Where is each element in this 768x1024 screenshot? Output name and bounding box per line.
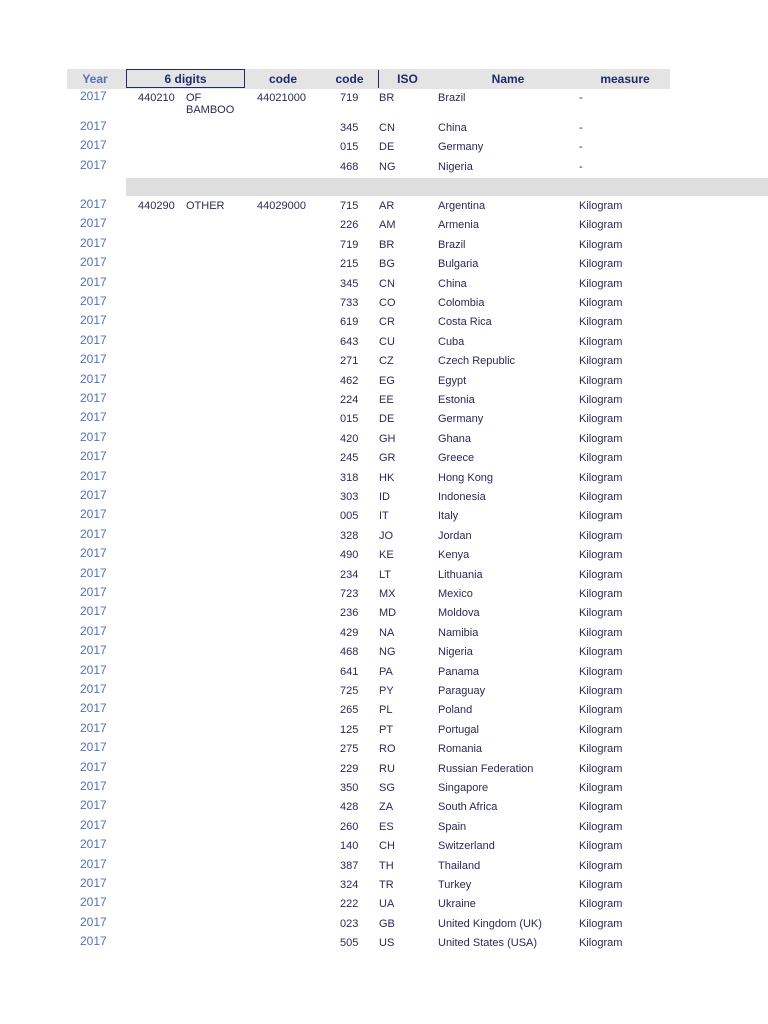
cell-iso: AR [379,200,395,212]
cell-name: Greece [438,452,475,465]
cell-measure: Kilogram [579,374,623,387]
cell-year: 2017 [80,158,107,172]
cell-iso: MD [379,607,397,620]
cell-name: China [438,122,467,134]
cell-measure: Kilogram [579,607,623,620]
table-row [0,391,768,410]
cell-name: Mexico [438,588,473,600]
cell-name: Jordan [438,529,472,542]
cell-iso: BG [379,258,395,271]
cell-year: 2017 [80,197,107,211]
cell-iso: CZ [379,355,394,368]
cell-code3: 719 [340,238,359,251]
cell-measure: Kilogram [579,704,623,717]
table-row [0,566,768,585]
cell-year: 2017 [80,565,107,580]
cell-iso: PT [379,723,394,736]
cell-year: 2017 [80,740,107,755]
cell-measure: Kilogram [579,840,623,853]
cell-iso: AM [379,219,396,232]
table-row [0,643,768,662]
cell-name: Ghana [438,432,472,445]
cell-year: 2017 [80,817,107,832]
cell-code3: 468 [340,646,359,659]
cell-name: Portugal [438,723,479,736]
table-row [0,915,768,934]
table-row [0,216,768,235]
cell-code3: 023 [340,917,359,930]
cell-name: Estonia [438,394,475,406]
cell-code3: 236 [340,607,359,620]
cell-iso: HK [379,471,395,484]
cell-year: 2017 [80,798,107,813]
table-row [0,469,768,488]
cell-name: Hong Kong [438,471,494,484]
cell-year: 2017 [80,119,107,133]
cell-code3: 715 [340,200,359,212]
cell-year: 2017 [80,914,107,929]
cell-name: Nigeria [438,646,473,659]
cell-measure: Kilogram [579,471,623,484]
cell-code3: 275 [340,743,359,756]
cell-name: Ukraine [438,898,476,911]
cell-year: 2017 [80,934,107,949]
cell-code3: 260 [340,820,359,833]
cell-name: Armenia [438,219,479,232]
cell-year: 2017 [80,720,107,735]
cell-description [186,92,234,116]
cell-hs6: 440210 [138,92,175,104]
cell-code3: 125 [340,723,359,736]
cell-name: Brazil [438,92,466,104]
cell-name: Costa Rica [438,316,492,329]
cell-year: 2017 [80,856,107,871]
cell-year: 2017 [80,294,107,308]
cell-measure: Kilogram [579,219,623,232]
description-line-2: BAMBOO [186,104,235,116]
cell-code8: 44029000 [257,200,306,212]
cell-code3: 215 [340,258,359,271]
cell-year: 2017 [80,89,107,103]
cell-year: 2017 [80,623,107,638]
cell-name: Lithuania [438,568,483,581]
cell-iso: JO [379,529,394,542]
cell-name: Nigeria [438,161,473,173]
cell-iso: NG [379,161,396,173]
cell-code3: 733 [340,297,359,309]
cell-name: Indonesia [438,491,486,503]
cell-code3: 229 [340,762,359,775]
cell-iso: DE [379,413,395,426]
cell-iso: CH [379,840,395,853]
cell-year: 2017 [80,759,107,774]
cell-year: 2017 [80,585,107,599]
cell-measure: Kilogram [579,665,623,678]
cell-iso: SG [379,782,395,794]
cell-name: Germany [438,413,484,426]
cell-name: Panama [438,665,479,678]
cell-measure: Kilogram [579,879,623,891]
cell-code3: 429 [340,626,359,639]
cell-name: Thailand [438,859,481,872]
cell-iso: CR [379,316,395,329]
cell-code3: 015 [340,413,359,426]
table-row [0,275,768,294]
cell-name: Singapore [438,782,489,794]
table-row [0,89,768,116]
cell-iso: RU [379,762,395,775]
cell-code3: 234 [340,568,359,581]
cell-measure: Kilogram [579,917,623,930]
table-row [0,546,768,565]
table-row [0,236,768,255]
cell-measure: Kilogram [579,258,623,271]
cell-iso: CO [379,297,396,309]
header-six-digits: 6 digits [164,72,207,86]
cell-measure: - [579,122,583,134]
cell-code3: 462 [340,374,359,387]
cell-iso: ZA [379,801,394,814]
table-row [0,760,768,779]
table-row [0,721,768,740]
cell-code3: 265 [340,704,359,717]
cell-iso: IT [379,510,389,523]
cell-measure: Kilogram [579,937,623,950]
table-row [0,740,768,759]
cell-name: Italy [438,510,459,523]
cell-year: 2017 [80,332,107,347]
cell-code3: 641 [340,665,359,678]
cell-iso: ID [379,491,390,503]
table-row [0,624,768,643]
cell-measure: Kilogram [579,394,623,406]
cell-code8: 44021000 [257,92,306,104]
cell-measure: Kilogram [579,316,623,329]
cell-code3: 226 [340,219,359,232]
cell-measure: Kilogram [579,491,623,503]
cell-iso: PY [379,685,394,697]
cell-name: Argentina [438,200,486,212]
table-row [0,934,768,953]
cell-year: 2017 [80,837,107,852]
cell-code3: 245 [340,452,359,465]
cell-measure: Kilogram [579,723,623,736]
table-row [0,779,768,798]
table-row [0,527,768,546]
cell-measure: Kilogram [579,743,623,756]
cell-name: Bulgaria [438,258,479,271]
cell-iso: CN [379,122,395,134]
cell-year: 2017 [80,138,107,152]
cell-code3: 318 [340,471,359,484]
cell-measure: Kilogram [579,549,623,562]
cell-measure: Kilogram [579,297,623,309]
cell-code3: 428 [340,801,359,814]
table-row [0,604,768,623]
table-row [0,255,768,274]
cell-name: Turkey [438,879,472,891]
cell-measure: Kilogram [579,432,623,445]
cell-measure: Kilogram [579,801,623,814]
table-row [0,410,768,429]
cell-iso: GR [379,452,396,465]
cell-name: Namibia [438,626,479,639]
cell-name: United Kingdom (UK) [438,917,542,930]
cell-iso: KE [379,549,394,562]
cell-iso: GH [379,432,396,445]
cell-name: Egypt [438,374,467,387]
cell-measure: Kilogram [579,646,623,659]
cell-year: 2017 [80,779,107,793]
table-row [0,837,768,856]
cell-code3: 420 [340,432,359,445]
cell-code3: 468 [340,161,359,173]
cell-iso: UA [379,898,395,911]
cell-year: 2017 [80,701,107,716]
cell-iso: NA [379,626,395,639]
table-row [0,158,768,177]
cell-name: Switzerland [438,840,495,853]
header-code8: code [268,72,297,86]
cell-name: China [438,277,467,290]
cell-measure: Kilogram [579,685,623,697]
group-separator [126,178,768,196]
header-name: Name [491,72,525,86]
cell-measure: Kilogram [579,355,623,368]
cell-year: 2017 [80,604,107,619]
table-row [0,197,768,216]
cell-year: 2017 [80,235,107,250]
cell-code3: 345 [340,277,359,290]
cell-iso: EG [379,374,395,387]
cell-year: 2017 [80,507,107,522]
cell-measure: Kilogram [579,200,623,212]
cell-code3: 324 [340,879,359,891]
table-row [0,895,768,914]
cell-measure: Kilogram [579,568,623,581]
cell-year: 2017 [80,546,107,561]
cell-measure: Kilogram [579,820,623,833]
cell-code3: 271 [340,355,359,368]
cell-code3: 140 [340,840,359,853]
cell-year: 2017 [80,526,107,541]
cell-year: 2017 [80,313,107,328]
table-row [0,294,768,313]
cell-name: United States (USA) [438,937,538,950]
cell-year: 2017 [80,274,107,289]
cell-year: 2017 [80,216,107,231]
cell-year: 2017 [80,429,107,444]
cell-year: 2017 [80,682,107,696]
cell-name: Brazil [438,238,466,251]
cell-year: 2017 [80,468,107,483]
cell-measure: Kilogram [579,335,623,348]
cell-measure: Kilogram [579,898,623,911]
header-code3: code [335,72,364,86]
table-row [0,818,768,837]
cell-code3: 303 [340,491,359,503]
cell-iso: GB [379,917,395,930]
table-row [0,119,768,138]
cell-code3: 328 [340,529,359,542]
cell-name: Paraguay [438,685,486,697]
table-row [0,430,768,449]
cell-measure: - [579,161,583,173]
cell-iso: NG [379,646,396,659]
description-line-1: OF [186,92,202,104]
cell-iso: BR [379,238,395,251]
cell-iso: CU [379,335,395,348]
cell-code3: 350 [340,782,359,794]
cell-name: Colombia [438,297,485,309]
cell-name: Kenya [438,549,470,562]
cell-code3: 505 [340,937,359,950]
cell-code3: 387 [340,859,359,872]
cell-iso: TH [379,859,394,872]
cell-iso: TR [379,879,394,891]
cell-year: 2017 [80,410,107,425]
cell-code3: 619 [340,316,359,329]
cell-code3: 719 [340,92,359,104]
cell-code3: 643 [340,335,359,348]
cell-measure: Kilogram [579,626,623,639]
cell-measure: Kilogram [579,452,623,465]
cell-measure: Kilogram [579,510,623,523]
cell-year: 2017 [80,488,107,502]
cell-iso: BR [379,92,395,104]
table-row [0,372,768,391]
cell-measure: Kilogram [579,529,623,542]
table-row [0,663,768,682]
table-row [0,488,768,507]
cell-year: 2017 [80,643,107,658]
cell-iso: RO [379,743,396,756]
cell-year: 2017 [80,255,107,270]
cell-hs6: 440290 [138,200,175,212]
table-row [0,507,768,526]
cell-iso: CN [379,277,395,290]
cell-iso: LT [379,568,392,581]
cell-name: Romania [438,743,483,756]
table-row [0,352,768,371]
cell-measure: Kilogram [579,238,623,251]
cell-year: 2017 [80,876,107,890]
cell-iso: PL [379,704,393,717]
cell-year: 2017 [80,371,107,386]
table-row [0,333,768,352]
cell-name: Spain [438,820,467,833]
cell-measure: Kilogram [579,782,623,794]
table-row [0,701,768,720]
cell-year: 2017 [80,391,107,405]
cell-name: Czech Republic [438,355,516,368]
cell-measure: Kilogram [579,859,623,872]
cell-code3: 015 [340,141,359,153]
cell-year: 2017 [80,662,107,677]
table-row [0,857,768,876]
header-year: Year [82,72,108,86]
cell-year: 2017 [80,352,107,367]
cell-iso: MX [379,588,396,600]
cell-iso: PA [379,665,393,678]
table-row [0,876,768,895]
header-iso: ISO [397,72,418,86]
cell-name: Russian Federation [438,762,534,775]
table-row [0,585,768,604]
cell-code3: 005 [340,510,359,523]
cell-iso: EE [379,394,394,406]
cell-name: Cuba [438,335,465,348]
cell-code3: 222 [340,898,359,911]
cell-name: Germany [438,141,484,153]
cell-name: Poland [438,704,473,717]
cell-code3: 490 [340,549,359,562]
table-row [0,313,768,332]
cell-measure: - [579,141,583,153]
table-row [0,449,768,468]
cell-name: South Africa [438,801,498,814]
cell-year: 2017 [80,449,107,464]
cell-code3: 345 [340,122,359,134]
cell-measure: Kilogram [579,413,623,426]
cell-measure: Kilogram [579,762,623,775]
table-row [0,682,768,701]
cell-measure: - [579,92,583,104]
cell-measure: Kilogram [579,588,623,600]
cell-code3: 725 [340,685,359,697]
header-measure: measure [600,72,650,86]
cell-code3: 224 [340,394,359,406]
cell-iso: DE [379,141,395,153]
cell-iso: ES [379,820,394,833]
cell-year: 2017 [80,895,107,910]
table-row [0,798,768,817]
table-row [0,138,768,157]
cell-iso: US [379,937,395,950]
cell-description: OTHER [186,200,225,212]
cell-name: Moldova [438,607,480,620]
cell-measure: Kilogram [579,277,623,290]
cell-code3: 723 [340,588,359,600]
